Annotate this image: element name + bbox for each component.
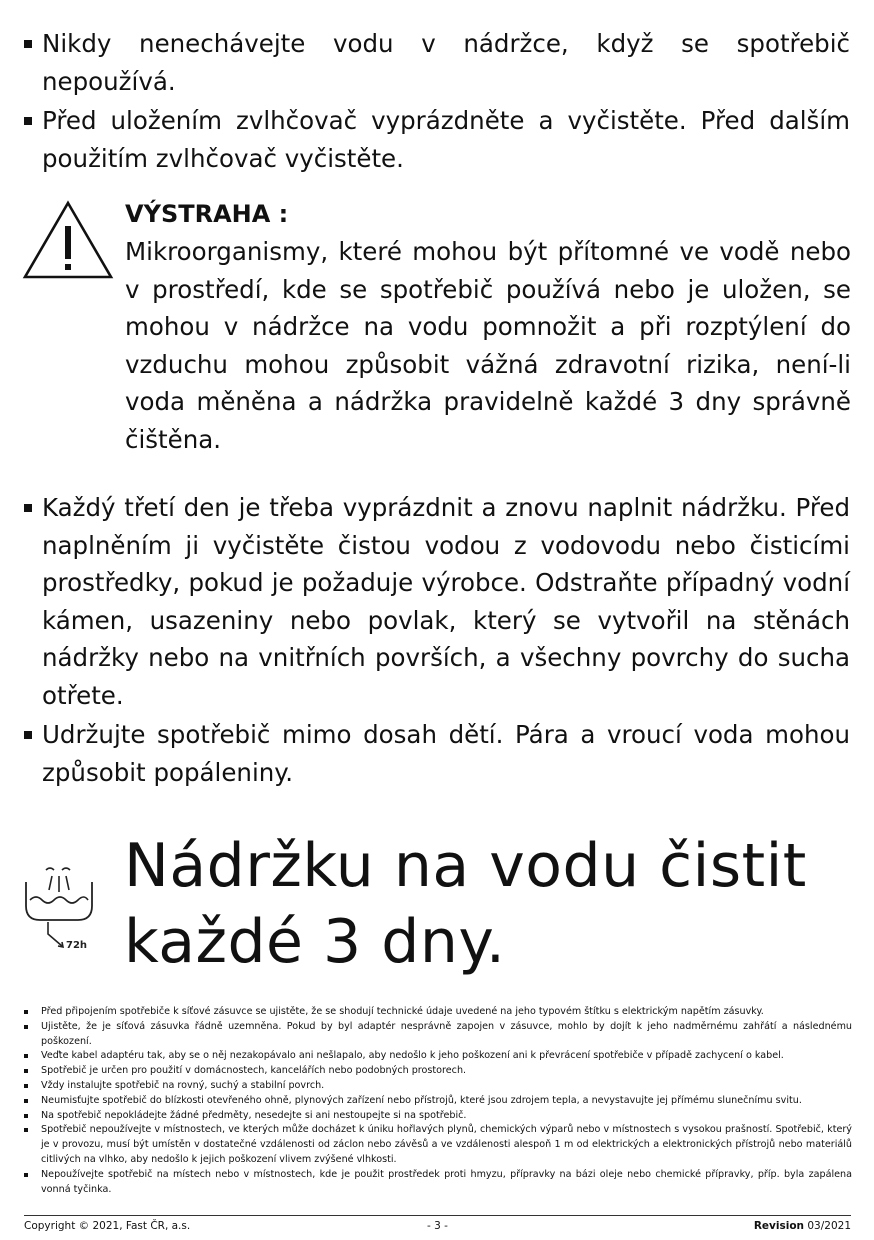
revision-value: 03/2021 bbox=[807, 1220, 851, 1232]
list-item: Ujistěte, že je síťová zásuvka řádně uzemněna. Pokud by byl adaptér nesprávně zapojen v zásuvce, mohlo by dojít k jeho nadměrnému zahřátí a následnému poškození. bbox=[24, 1020, 852, 1050]
list-item: Nepoužívejte spotřebič na místech nebo v místnostech, kde je použit prostředek proti hmyzu, přípravky na bázi oleje nebo chemické přípravky, příp. byla zapálena vonná tyčinka. bbox=[24, 1168, 852, 1198]
list-item: Spotřebič je určen pro použití v domácnostech, kancelářích nebo podobných prostorech. bbox=[24, 1064, 852, 1079]
footer-divider bbox=[24, 1215, 851, 1216]
list-item: Vždy instalujte spotřebič na rovný, suchý a stabilní povrch. bbox=[24, 1079, 852, 1094]
list-item: Každý třetí den je třeba vyprázdnit a znovu naplnit nádržku. Před naplněním ji vyčistěte čistou vodou z vodovodu nebo čisticími prostředky, pokud je požaduje výrobce. Odstraňte případný vodní kámen, usazeniny nebo povlak, který se vytvořil na stěnách nádržky nebo na vnitřních površích, a všechny povrchy do sucha otřete. bbox=[24, 489, 850, 714]
warning-triangle-icon bbox=[22, 200, 114, 280]
headline-line-2: každé 3 dny. bbox=[124, 907, 506, 977]
warning-heading: VÝSTRAHA : bbox=[125, 200, 289, 228]
list-item: Veďte kabel adaptéru tak, aby se o něj nezakopávalo ani nešlapalo, aby nedošlo k jeho poškození ani k převrácení spotřebiče v případě zachycení o kabel. bbox=[24, 1049, 852, 1064]
middle-bullet-list bbox=[24, 489, 850, 793]
list-item: Před připojením spotřebiče k síťové zásuvce se ujistěte, že se shodují technické údaje uvedené na jeho typovém štítku s elektrickým napětím zásuvky. bbox=[24, 1005, 852, 1020]
footer bbox=[24, 1220, 851, 1236]
list-item: Na spotřebič nepokládejte žádné předměty, nesedejte si ani nestoupejte si na spotřebič. bbox=[24, 1109, 852, 1124]
water-tank-clean-icon bbox=[22, 862, 96, 952]
copyright: Copyright © 2021, Fast ČR, a.s. bbox=[24, 1220, 191, 1232]
headline-block bbox=[22, 828, 852, 988]
list-item: Před uložením zvlhčovač vyprázdněte a vyčistěte. Před dalším použitím zvlhčovač vyčistěte. bbox=[24, 102, 850, 177]
tank-icon-label: 72h bbox=[66, 940, 88, 951]
revision-label: Revision bbox=[753, 1220, 805, 1232]
list-item: Nikdy nenechávejte vodu v nádržce, když se spotřebič nepoužívá. bbox=[24, 25, 850, 100]
list-item: Neumisťujte spotřebič do blízkosti otevřeného ohně, plynových zařízení nebo přístrojů, které jsou zdrojem tepla, a nevystavujte jej přímému slunečnímu svitu. bbox=[24, 1094, 852, 1109]
headline-line-1: Nádržku na vodu čistit bbox=[124, 831, 807, 901]
top-bullet-list bbox=[24, 25, 850, 179]
warning-text: Mikroorganismy, které mohou být přítomné ve vodě nebo v prostředí, kde se spotřebič používá nebo je uložen, se mohou v nádržce na vodu pomnožit a při rozptýlení do vzduchu mohou způsobit vážná zdravotní rizika, není-li voda měněna a nádržka pravidelně každé 3 dny správně čištěna. bbox=[125, 237, 851, 454]
list-item: Udržujte spotřebič mimo dosah dětí. Pára a vroucí voda mohou způsobit popáleniny. bbox=[24, 716, 850, 791]
safety-notes-list bbox=[24, 1005, 852, 1197]
list-item: Spotřebič nepoužívejte v místnostech, ve kterých může docházet k úniku hořlavých plynů, chemických výparů nebo v místnostech s vysokou prašností. Spotřebič, který je v provozu, musí být umístěn v dostatečné vzdálenosti od záclon nebo závěsů a ve vzdálenosti alespoň 1 m od elektrických a elektronických přístrojů nebo materiálů citlivých na vlhko, aby nedošlo k jejich poškození vlivem zvýšené vlhkosti. bbox=[24, 1123, 852, 1167]
page-number: - 3 - bbox=[427, 1220, 448, 1232]
revision bbox=[754, 1220, 851, 1232]
headline bbox=[124, 828, 844, 980]
